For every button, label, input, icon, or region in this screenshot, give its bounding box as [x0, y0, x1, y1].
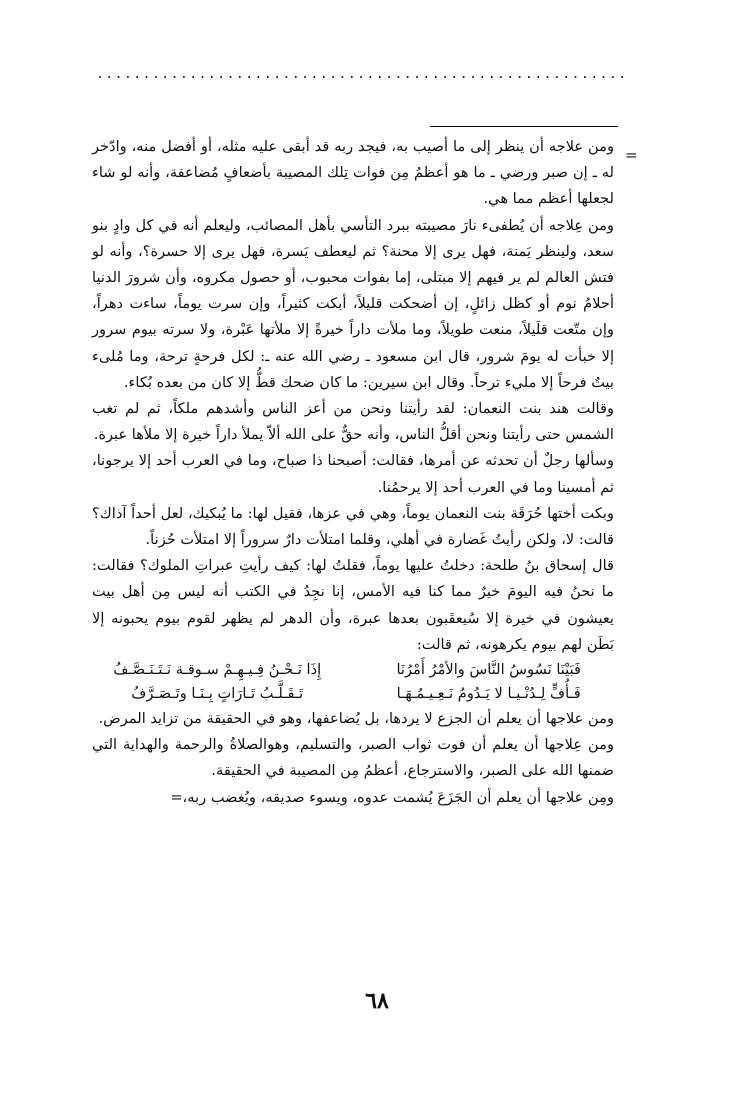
footnote-paragraph: وسألها رجلٌ أن تحدثه عن أمرها، فقالت: أصبحنا ذا صباح، وما في العرب أحد إلا يرجونا، ثم أمسينا وما في العرب أحد إلا يرحمُنا. [92, 452, 614, 496]
footnote-paragraph: قال إسحاق بنُ طلحة: دخلتُ عليها يوماً، فقلتُ لها: كيف رأيتِ عبراتِ الملوك؟ فقالت: ما نحنُ فيه اليومَ خيرٌ مما كنا فيه الأمس، إنا نجِدُ في الكتب أنه ليس مِن أهل بيت يعيشون في خيرة إلا سُيعقَبون بعدها عبرة، وأن الدهر لم يظهر لقوم بيوم يحبونه إلا بَطَن لهم بيوم يكرهونه، ثم قالت: [92, 557, 614, 653]
poem-first-hemistich: فَـأُفٍّ لِـدُنْـيـا لا يَـدُومُ نَـعِـيـمُـهَـا [396, 685, 581, 703]
poem-second-hemistich: إِذَا نَـحْـنُ فِـيـهِـمْ سـوقـة نَـتَـنَـصَّـفُ [113, 661, 322, 679]
footnote-paragraph: ومِن علاجها أن يعلم أن الجَزَعَ يُشمت عدوه، ويسوء صديقه، ويُغضب ربه،= [170, 788, 614, 806]
footnote-separator [430, 126, 618, 127]
footnote-paragraph: ومن عِلاجه أن يُطفىء نارَ مصيبته ببرد التأسي بأهل المصائب، وليعلم أنه في كل وادٍ بنو سعد، ولينظر يَمنة، فهل يرى إلا محنة؟ ثم ليعطف يَسرة، فهل يرى إلا حسرة؟، وأنه لو فتش العالم لم ير فيهم إلا مبتلى، إما بفوات محبوب، أو حصول مكروه، وأن شرورَ الدنيا أحلامُ نوم أو كظل زائلٍ، إن أضحكت قليلاً، أبكت كثيراً، وإن سرت يوماً، ساءت دهراً، وإن متّعت قلَيلاً، منعت طويلاً، وما ملأت داراً خيرةً إلا ملأتها عَبْرة، ولا سرته بيوم سرور إلا خبأت له يومَ شرور، قال ابن مسعود ـ رضي الله عنه ـ: لكل فرحةٍ ترحة، وما مُلىء بيتٌ فرحاً إلا مليء ترحاً. وقال ابن سيرين: ما كان ضحك قطُّ إلا كان من بعده بُكاء. [92, 216, 614, 391]
page-number: ٦٨ [365, 988, 389, 1014]
footnote-paragraph: ومن علاجه أن ينظر إلى ما أصيب به، فيجد ربه قد أبقى عليه مثله، أو أفضل منه، وادّخر له ـ إن صبر ورضي ـ ما هو أعظمُ مِن فوات تِلك المصيبة بأضعافٍ مُضاعفة، وأنه لو شاء لجعلها أعظم مما هي. [92, 138, 614, 208]
continuation-marker: = [625, 146, 638, 164]
poem-first-hemistich: فَبَيْنَا نَسُوسُ النَّاسَ والأمْرُ أَمْرُنَا [396, 661, 581, 679]
poem-verse [92, 658, 614, 682]
footnote-paragraph: ومن عِلاجها أن يعلم أن فوت ثواب الصبر، والتسليم، وهوالصلاةُ والرحمة والهداية التي ضمنها الله على الصبر، والاسترجاع، أعظمُ مِن المصيبة في الحقيقة. [92, 736, 614, 780]
poem-second-hemistich: تَـقَـلَّـبُ تَـارَاتٍ بِـنَـا وتَـصَـرَّفُ [131, 685, 304, 703]
footnote-paragraph: وقالت هند بنت النعمان: لقد رأيتنا ونحن من أعز الناس وأشدهم ملكاً، ثم لم تغب الشمس حتى رأيتنا ونحن أقلُّ الناس، وأنه حقٌّ على الله ألاّ يملأ داراً خيرة إلا ملأها عبرة. [92, 400, 614, 444]
poem-verse [92, 682, 614, 706]
footnote-paragraph: ومن علاجها أن يعلم أن الجزع لا يردها، بل يُضاعفها، وهو في الحقيقة من تزايد المرض. [98, 710, 614, 728]
header-dot-leader: ......................................................... [96, 68, 628, 82]
footnote-paragraph: وبكت أختها حُرَقَة بنت النعمان يوماً، وهي في عزها، فقيل لها: ما يُبكيك، لعل أحداً آذاك؟ قالت: لا، ولكن رأيتُ غَضارة في أهلي، وقلما امتلأت دارٌ سروراً إلا امتلأت حُزناً. [92, 504, 614, 549]
poem [92, 658, 614, 706]
footnote-body [92, 134, 614, 811]
